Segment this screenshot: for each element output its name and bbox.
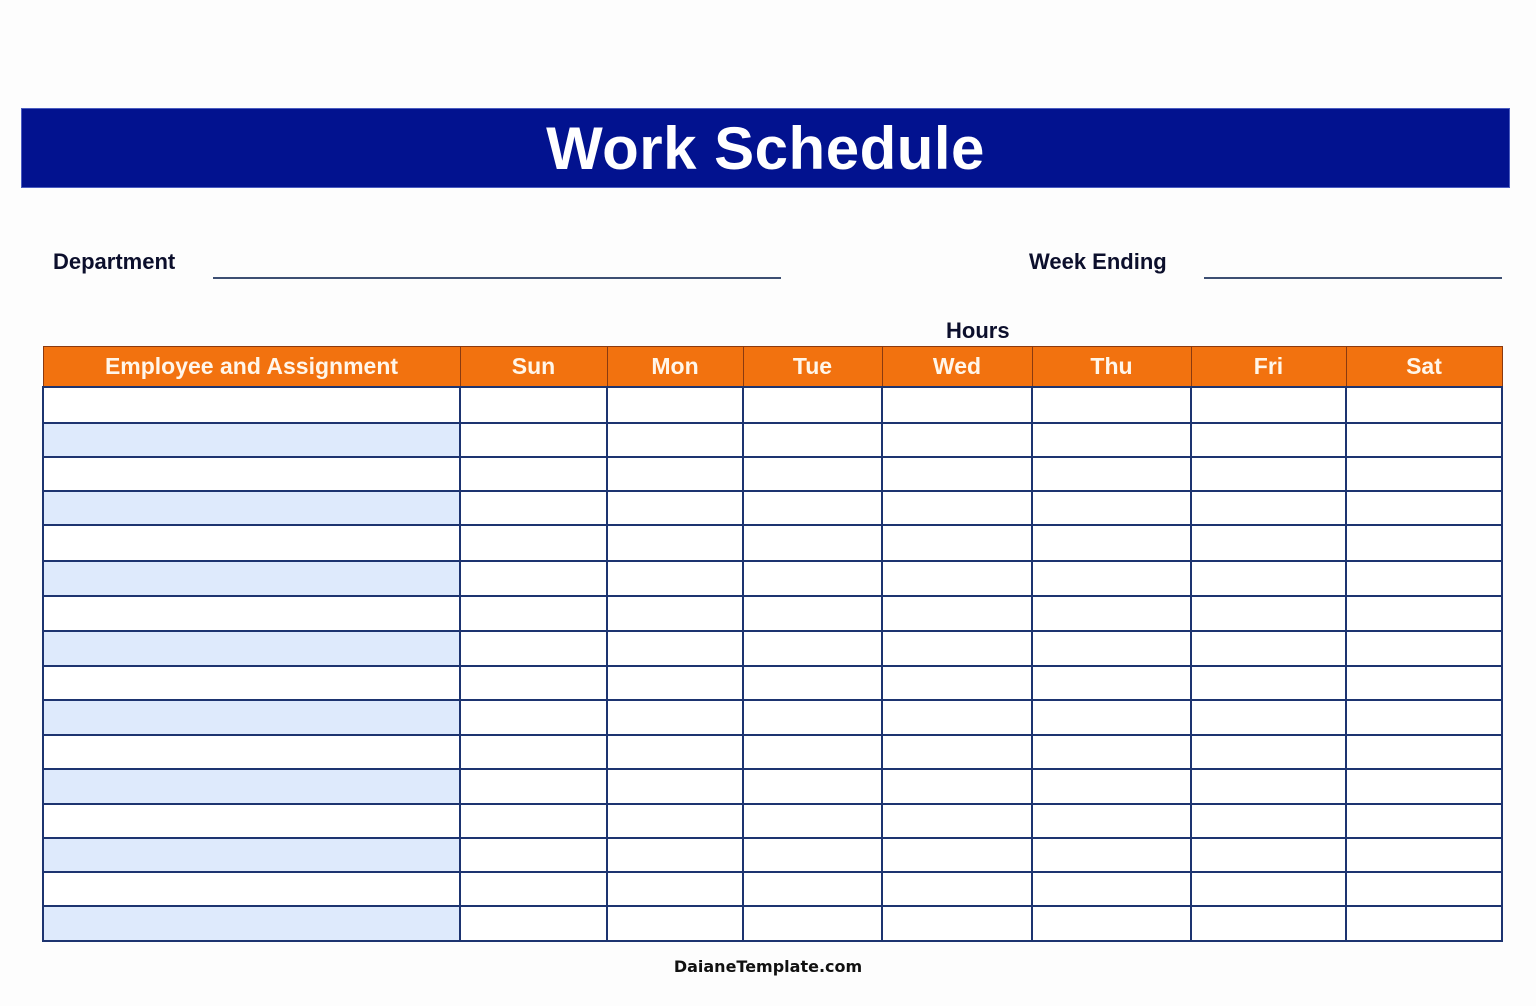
cell-mon[interactable] xyxy=(607,423,743,457)
cell-wed[interactable] xyxy=(882,387,1032,423)
cell-wed[interactable] xyxy=(882,596,1032,631)
cell-sat[interactable] xyxy=(1346,906,1502,941)
table-row xyxy=(43,769,1502,804)
cell-tue[interactable] xyxy=(743,838,882,872)
cell-mon[interactable] xyxy=(607,700,743,735)
cell-wed[interactable] xyxy=(882,838,1032,872)
table-row xyxy=(43,491,1502,525)
cell-employee[interactable] xyxy=(43,525,460,561)
cell-mon[interactable] xyxy=(607,906,743,941)
table-row xyxy=(43,561,1502,596)
cell-employee[interactable] xyxy=(43,700,460,735)
cell-wed[interactable] xyxy=(882,491,1032,525)
table-row xyxy=(43,838,1502,872)
cell-fri[interactable] xyxy=(1191,804,1346,838)
cell-sat[interactable] xyxy=(1346,769,1502,804)
cell-thu[interactable] xyxy=(1032,387,1191,423)
week-ending-field[interactable] xyxy=(1204,277,1502,279)
cell-tue[interactable] xyxy=(743,769,882,804)
table-header-row xyxy=(43,347,1502,388)
department-label: Department xyxy=(53,249,176,274)
cell-tue[interactable] xyxy=(743,631,882,666)
cell-sun[interactable] xyxy=(460,700,607,735)
column-header-wed: Wed xyxy=(882,347,1032,388)
cell-sat[interactable] xyxy=(1346,423,1502,457)
cell-employee[interactable] xyxy=(43,906,460,941)
cell-thu[interactable] xyxy=(1032,700,1191,735)
table-row xyxy=(43,666,1502,700)
cell-employee[interactable] xyxy=(43,596,460,631)
cell-tue[interactable] xyxy=(743,666,882,700)
cell-sun[interactable] xyxy=(460,804,607,838)
cell-mon[interactable] xyxy=(607,631,743,666)
table-row xyxy=(43,387,1502,423)
cell-tue[interactable] xyxy=(743,735,882,769)
cell-thu[interactable] xyxy=(1032,735,1191,769)
cell-sat[interactable] xyxy=(1346,666,1502,700)
cell-sun[interactable] xyxy=(460,769,607,804)
cell-wed[interactable] xyxy=(882,872,1032,906)
cell-sat[interactable] xyxy=(1346,631,1502,666)
cell-fri[interactable] xyxy=(1191,666,1346,700)
cell-thu[interactable] xyxy=(1032,769,1191,804)
table-row xyxy=(43,872,1502,906)
cell-mon[interactable] xyxy=(607,491,743,525)
cell-employee[interactable] xyxy=(43,804,460,838)
cell-fri[interactable] xyxy=(1191,735,1346,769)
cell-sat[interactable] xyxy=(1346,804,1502,838)
cell-fri[interactable] xyxy=(1191,457,1346,491)
column-header-tue: Tue xyxy=(743,347,882,388)
cell-wed[interactable] xyxy=(882,700,1032,735)
cell-fri[interactable] xyxy=(1191,872,1346,906)
column-header-sat: Sat xyxy=(1346,347,1502,388)
cell-tue[interactable] xyxy=(743,525,882,561)
cell-fri[interactable] xyxy=(1191,525,1346,561)
cell-sun[interactable] xyxy=(460,735,607,769)
table-row xyxy=(43,457,1502,491)
cell-fri[interactable] xyxy=(1191,491,1346,525)
cell-fri[interactable] xyxy=(1191,838,1346,872)
cell-thu[interactable] xyxy=(1032,906,1191,941)
cell-sat[interactable] xyxy=(1346,872,1502,906)
table-row xyxy=(43,804,1502,838)
cell-sun[interactable] xyxy=(460,596,607,631)
cell-mon[interactable] xyxy=(607,525,743,561)
footer-watermark: DaianeTemplate.com xyxy=(673,957,863,976)
cell-mon[interactable] xyxy=(607,666,743,700)
cell-sat[interactable] xyxy=(1346,838,1502,872)
department-field[interactable] xyxy=(213,277,781,279)
cell-mon[interactable] xyxy=(607,769,743,804)
cell-employee[interactable] xyxy=(43,561,460,596)
table-row xyxy=(43,525,1502,561)
cell-thu[interactable] xyxy=(1032,631,1191,666)
cell-mon[interactable] xyxy=(607,838,743,872)
column-header-mon: Mon xyxy=(607,347,743,388)
cell-fri[interactable] xyxy=(1191,423,1346,457)
cell-sun[interactable] xyxy=(460,631,607,666)
week-ending-label: Week Ending xyxy=(1029,249,1167,274)
cell-sat[interactable] xyxy=(1346,596,1502,631)
cell-wed[interactable] xyxy=(882,457,1032,491)
cell-sun[interactable] xyxy=(460,525,607,561)
table-row xyxy=(43,423,1502,457)
cell-tue[interactable] xyxy=(743,387,882,423)
cell-sat[interactable] xyxy=(1346,735,1502,769)
cell-employee[interactable] xyxy=(43,872,460,906)
table-row xyxy=(43,700,1502,735)
cell-tue[interactable] xyxy=(743,906,882,941)
cell-mon[interactable] xyxy=(607,457,743,491)
cell-mon[interactable] xyxy=(607,804,743,838)
cell-employee[interactable] xyxy=(43,735,460,769)
cell-employee[interactable] xyxy=(43,423,460,457)
cell-sun[interactable] xyxy=(460,387,607,423)
cell-fri[interactable] xyxy=(1191,906,1346,941)
cell-wed[interactable] xyxy=(882,631,1032,666)
cell-employee[interactable] xyxy=(43,769,460,804)
column-header-employee: Employee and Assignment xyxy=(43,347,460,388)
cell-sat[interactable] xyxy=(1346,525,1502,561)
cell-employee[interactable] xyxy=(43,838,460,872)
cell-wed[interactable] xyxy=(882,769,1032,804)
cell-thu[interactable] xyxy=(1032,666,1191,700)
title-banner xyxy=(21,108,1510,188)
cell-employee[interactable] xyxy=(43,457,460,491)
cell-thu[interactable] xyxy=(1032,561,1191,596)
cell-sat[interactable] xyxy=(1346,387,1502,423)
cell-thu[interactable] xyxy=(1032,838,1191,872)
column-header-sun: Sun xyxy=(460,347,607,388)
cell-tue[interactable] xyxy=(743,596,882,631)
column-header-thu: Thu xyxy=(1032,347,1191,388)
cell-thu[interactable] xyxy=(1032,596,1191,631)
cell-wed[interactable] xyxy=(882,561,1032,596)
cell-employee[interactable] xyxy=(43,387,460,423)
cell-sat[interactable] xyxy=(1346,561,1502,596)
cell-mon[interactable] xyxy=(607,596,743,631)
cell-thu[interactable] xyxy=(1032,804,1191,838)
cell-fri[interactable] xyxy=(1191,700,1346,735)
cell-fri[interactable] xyxy=(1191,769,1346,804)
cell-wed[interactable] xyxy=(882,423,1032,457)
cell-wed[interactable] xyxy=(882,666,1032,700)
cell-sat[interactable] xyxy=(1346,457,1502,491)
cell-tue[interactable] xyxy=(743,872,882,906)
page-title: Work Schedule xyxy=(546,114,985,182)
cell-mon[interactable] xyxy=(607,387,743,423)
cell-employee[interactable] xyxy=(43,666,460,700)
table-row xyxy=(43,596,1502,631)
cell-sun[interactable] xyxy=(460,872,607,906)
cell-fri[interactable] xyxy=(1191,387,1346,423)
cell-wed[interactable] xyxy=(882,735,1032,769)
cell-mon[interactable] xyxy=(607,561,743,596)
cell-tue[interactable] xyxy=(743,561,882,596)
cell-mon[interactable] xyxy=(607,735,743,769)
hours-label: Hours xyxy=(946,318,1010,343)
table-row xyxy=(43,735,1502,769)
table-row xyxy=(43,631,1502,666)
cell-sun[interactable] xyxy=(460,457,607,491)
cell-fri[interactable] xyxy=(1191,631,1346,666)
cell-tue[interactable] xyxy=(743,491,882,525)
cell-sat[interactable] xyxy=(1346,491,1502,525)
cell-wed[interactable] xyxy=(882,525,1032,561)
cell-thu[interactable] xyxy=(1032,872,1191,906)
cell-sun[interactable] xyxy=(460,906,607,941)
cell-sun[interactable] xyxy=(460,838,607,872)
column-header-fri: Fri xyxy=(1191,347,1346,388)
cell-thu[interactable] xyxy=(1032,525,1191,561)
cell-fri[interactable] xyxy=(1191,596,1346,631)
cell-thu[interactable] xyxy=(1032,457,1191,491)
cell-tue[interactable] xyxy=(743,700,882,735)
cell-wed[interactable] xyxy=(882,906,1032,941)
cell-wed[interactable] xyxy=(882,804,1032,838)
cell-tue[interactable] xyxy=(743,423,882,457)
cell-sun[interactable] xyxy=(460,666,607,700)
table-row xyxy=(43,906,1502,941)
cell-thu[interactable] xyxy=(1032,491,1191,525)
cell-tue[interactable] xyxy=(743,457,882,491)
cell-employee[interactable] xyxy=(43,631,460,666)
cell-employee[interactable] xyxy=(43,491,460,525)
cell-sat[interactable] xyxy=(1346,700,1502,735)
cell-sun[interactable] xyxy=(460,491,607,525)
cell-sun[interactable] xyxy=(460,423,607,457)
cell-fri[interactable] xyxy=(1191,561,1346,596)
cell-tue[interactable] xyxy=(743,804,882,838)
cell-thu[interactable] xyxy=(1032,423,1191,457)
cell-sun[interactable] xyxy=(460,561,607,596)
cell-mon[interactable] xyxy=(607,872,743,906)
schedule-table xyxy=(42,346,1503,942)
